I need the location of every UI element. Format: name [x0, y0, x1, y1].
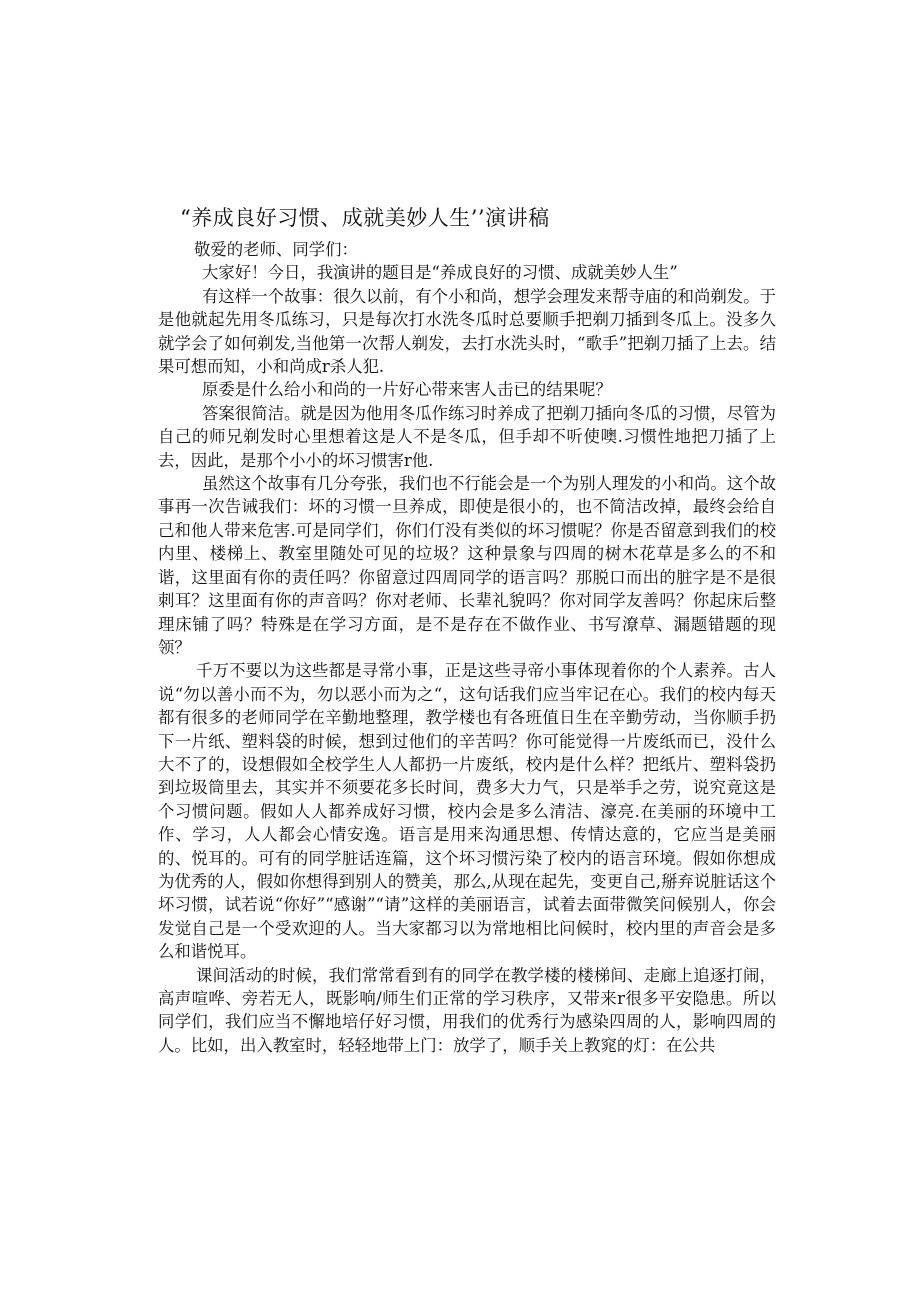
- paragraph-question: 原委是什么给小和尚的一片好心带来害人击已的结果呢？: [202, 380, 612, 400]
- salutation: 敬爱的老师、同学们：: [194, 240, 358, 259]
- paragraph-greeting: 大家好！今日，我演讲的题目是“养成良好的习惯、成就美妙人生”: [202, 263, 678, 283]
- paragraph-lesson: 虽然这个故事有几分夸张，我们也不行能会是一个为别人理发的小和尚。这个故事再一次告诫我们：坏的习惯一旦养成，即使是很小的，也不简洁改掉，最终会给自己和他人带来危害.可是同学们，你们仃没有类似的坏习惯呢？你是否留意到我们的校内里、楼梯上、教室里随处可见的垃圾？这种景象与四周的树木花草是多么的不和谐，这里面有你的责任吗？你留意过四周同学的语言吗？那脱口而出的脏字是不是很刺耳？这里面有你的声音吗？你对老师、长辈礼貌吗？你对同学友善吗？你起床后整理床铺了吗？特殊是在学习方面，是不是存在不做作业、书写潦草、漏题错题的现领？: [158, 474, 776, 657]
- paragraph-story: 有这样一个故事：很久以前，有个小和尚，想学会理发来帮寺庙的和尚剃发。于是他就起先用冬瓜练习，只是每次打水洗冬瓜时总要顺手把剃刀插到冬瓜上。没多久就学会了如何剃发,当他第一次帮人剃发，去打水洗头时，“歌手”把剃刀插了上去。结果可想而知，小和尚成r杀人犯.: [158, 286, 776, 377]
- speech-body: [158, 238, 776, 1057]
- paragraph-answer: 答案很简洁。就是因为他用冬瓜作练习时养成了把剃刀插向冬瓜的习惯，尽管为自己的师兄剃发时心里想着这是人不是冬瓜，但手却不听使噢.习惯性地把刀插了上去，因此，是那个小小的坏习惯害r他.: [158, 403, 776, 470]
- paragraph-recess: 课间活动的时候，我们常常看到有的同学在教学楼的楼梯间、走廊上追逐打闹，高声喧哗、旁若无人，既影响/师生们正常的学习秩序，又带来r很多平安隐患。所以同学们，我们应当不懈地培仔好习惯，用我们的优秀行为感染四周的人，影响四周的人。比如，出入教室时，轻轻地带上门：放学了，顺手关上教窕的灯：在公共: [158, 965, 776, 1055]
- paragraph-small-things: 千万不要以为这些都是寻常小事，正是这些寻帝小事体现着你的个人素养。古人说“勿以善小而不为，勿以恶小而为之“，这句话我们应当牢记在心。我们的校内每天都有很多的老师同学在辛勤地整理，教学楼也有各班值日生在辛勤劳动，当你顺手扔下一片纸、塑料袋的时候，想到过他们的辛苦吗？你可能觉得一片废纸而已，没什么大不了的，设想假如全校学生人人都扔一片废纸，校内是什么样？把纸片、塑料袋扔到垃圾筒里去，其实并不须要花多长时间，费多大力气，只是举手之劳，说究竟这是个习惯问题。假如人人都养成好习惯，校内会是多么清洁、濠亮.在美丽的环境中工作、学习，人人都会心情安逸。语言是用来沟通思想、传情达意的，它应当是美丽的、悦耳的。可有的同学脏话连篇，这个坏习惯污染了校内的语言环境。假如你想成为优秀的人，假如你想得到别人的赞美，那么,从现在起先，变更自己,掰弃说脏话这个坏习惯，试若说“你好”“感谢”“请”这样的美丽语言，试着去面带微笑问候别人，你会发觉自己是一个受欢迎的人。当大家都习以为常地相比问候时，校内里的声音会是多么和谐悦耳。: [158, 661, 776, 962]
- speech-title: “养成良好习惯、成就美妙人生’’演讲稿: [180, 206, 550, 230]
